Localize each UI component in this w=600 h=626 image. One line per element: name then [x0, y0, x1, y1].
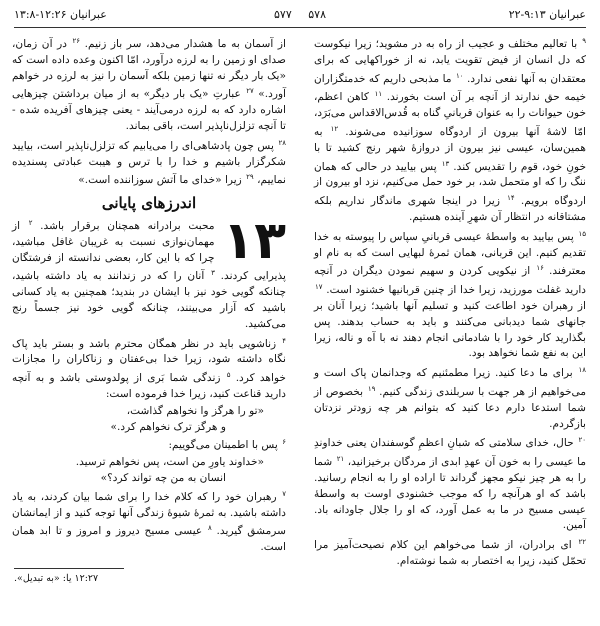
paragraph: $^{۱۵}$ پس بیایید به واسطهٔ عیسی قربانیِ سپاس را پیوسته به خدا تقدیم کنیم. این قربانی، همان ثمرهٔ لبهایی است که به نام او معترفند. $^{۱۶}$ از نیکویی کردن و سهیم نمودن دیگران در آنچه دارید غفلت مورزید، زیرا خدا از چنین قربانیها خشنود است. $^{۱۷}$ از رهبران خود اطاعت کنید و تسلیم آنها باشید؛ زیرا آنان بر جانهای شما دیدبانی می‌کنند و باید به حساب بدهند. پس بگذارید کار خود را با شادمانی انجام دهند نه با آه و ناله، زیرا این به نفع شما نخواهد بود.: [314, 229, 586, 360]
verse-number: ۱۵: [578, 229, 586, 238]
verse-number: ۱۸: [578, 366, 586, 375]
chapter-number: ۱۳: [222, 210, 286, 271]
verse-number: ۶: [282, 438, 286, 447]
paragraph: $^{۲۲}$ ای برادران، از شما می‌خواهم این کلام نصیحت‌آمیز مرا تحمّل کنید، زیرا به اختصار به شما نوشته‌ام.: [314, 538, 586, 567]
verse-number: ۷: [282, 489, 286, 498]
verse-number: ۲۱: [336, 455, 345, 464]
verse-number: ۱۲: [330, 124, 339, 133]
poem-line: «تو را هرگز وا نخواهم گذاشت،: [126, 404, 264, 417]
paragraph: محبت برادرانه همچنان برقرار باشد. $^۲$ از مهمان‌نوازی نسبت به غریبان غافل مباشید، چرا که با این کار، بعضی ندانسته از فرشتگان پذیرایی کردند. $^۳$ آنان را که در زندانند به یاد داشته باشید، چنانکه گویی خود نیز با ایشان در بندید؛ همچنین به یاد کسانی باشید که آزار می‌بینند، چنانکه گویی خود نیز جسماً رنج می‌کشید.: [12, 218, 286, 330]
verse-number: ۲: [28, 218, 33, 227]
verse-number: ۴: [282, 336, 286, 345]
paragraph: $^{۲۸}$ پس چون پادشاهی‌ای را می‌یابیم که تزلزل‌ناپذیر است، بیایید شکرگزار باشیم و خدا را با ترس و هیبت عبادتی پسندیده نماییم، $^{۲۹}$ زیرا «خدای ما آتش سوزاننده است.»: [12, 138, 286, 187]
poem-line: و هرگز ترک نخواهم کرد.»: [110, 420, 226, 433]
footnote-rule: [14, 568, 124, 569]
running-header: [14, 8, 586, 26]
paragraph: $^۹$ با تعالیم مختلف و عجیب از راه به در مشوید؛ زیرا نیکوست که دل انسان از فیض تقویت یابد، نه از خوراکهایی که برای معتقدان به آنها نفعی ندارد. $^{۱۰}$ ما مذبحی داریم که خدمتگزاران خیمه حق ندارند از آنچه بر آن است بخورند. $^{۱۱}$ کاهن اعظم، خون حیوانات را به عنوان قربانیِ گناه به قُدس‌الاقداس می‌بَرَد، امّا لاشهٔ آنها بیرون از اردوگاه سوزانیده می‌شوند. $^{۱۲}$ به همین‌سان، عیسی نیز بیرون از دروازهٔ شهر رنج کشید تا با خونِ خود، قوم را تقدیس کند. $^{۱۳}$ پس بیایید در حالی که همان ننگ را که او متحمل شد، بر خود حمل می‌کنیم، نزد او بیرون از اردوگاه برویم. $^{۱۴}$ زیرا در اینجا شهری ماندگار نداریم بلکه مشتاقانه در انتظار آن شهرِ آینده هستیم.: [314, 37, 586, 223]
verse-number: ۳: [211, 269, 215, 278]
verse-number: ۵: [226, 371, 231, 380]
verse-number: ۱۷: [315, 283, 323, 292]
verse-number: ۱۳: [441, 159, 450, 168]
verse-number: ۲۹: [246, 173, 254, 182]
left-column: [12, 34, 286, 557]
right-running-title: عبرانیان ۹:۱۳-۲۲: [508, 8, 586, 21]
verse-number: ۲۰: [578, 436, 586, 445]
verse-number: ۸: [208, 524, 212, 533]
right-column: [314, 34, 586, 571]
verse-number: ۱۹: [367, 384, 376, 393]
poem-line: «خداوند یاورِ من است، پس نخواهم ترسید.: [75, 456, 264, 469]
verse-number: ۱۶: [536, 264, 544, 273]
verse-number: ۲۶: [72, 37, 81, 45]
right-page-number: ۵۷۸: [308, 8, 326, 21]
paragraph: $^{۲۰}$ حال، خدای سلامتی که شبانِ اعظمِ گوسفندان یعنی خداوندِ ما عیسی را به خون آن عهدِ ابدی از مردگان برخیزانید، $^{۲۱}$ شما را به هر چیز نیکو مجهز گرداند تا اراده او را به انجام رسانید. باشد که او هرآنچه را که موجب خشنودی اوست به واسطهٔ عیسی مسیح در ما به عمل آورد، که او را جلال جاودانه باد. آمین.: [314, 436, 586, 532]
verse-number: ۲۷: [246, 87, 254, 96]
paragraph: $^۴$ زناشویی باید در نظر همگان محترم باشد و بستر باید پاک نگاه داشته شود، زیرا خدا بی‌عفتان و زناکاران را مجازات خواهد کرد. $^۵$ زندگی شما بَری از پولدوستی باشد و به آنچه دارید قناعت کنید، زیرا خدا فرموده است:: [12, 336, 286, 400]
footnote: ۱۲:۲۷ یا: «به تبدیل».: [14, 573, 99, 584]
verse-number: ۲۲: [578, 538, 586, 547]
paragraph: از آسمان به ما هشدار می‌دهد، سر باز زنیم. $^{۲۶}$ در آن زمان، صدای او زمین را به لرزه درآورد، امّا اکنون وعده داده است که «یک بار دیگر نه تنها زمین بلکه آسمان را نیز به لرزه در خواهم آورد.» $^{۲۷}$ عبارتِ «یک بار دیگر» به از میان برداشتن چیزهایی اشاره دارد که به لرزه درمی‌آیند - یعنی چیزهای آفریده شده - تا آنچه تزلزل‌ناپذیر است، باقی بماند.: [12, 37, 287, 132]
paragraph: $^{۱۸}$ برای ما دعا کنید. زیرا مطمئنیم که وجدانمان پاک است و می‌خواهیم از هر جهت با سربلندی زندگی کنیم. $^{۱۹}$ بخصوص از شما استدعا دارم دعا کنید که بتوانم هر چه زودتر نزدتان بازگردم.: [314, 366, 586, 430]
paragraph: $^۶$ پس با اطمینان می‌گوییم:: [168, 438, 286, 452]
left-page-number: ۵۷۷: [274, 8, 292, 21]
header-rule: [14, 27, 586, 28]
paragraph: $^۷$ رهبران خود را که کلام خدا را برای شما بیان کردند، به یاد داشته باشید. به ثمرهٔ شیوهٔ زندگی آنها توجه کنید و از ایمانشان سرمشق گیرید. $^۸$ عیسی مسیح دیروز و امروز و تا ابد همان است.: [12, 489, 286, 554]
verse-number: ۲۸: [278, 138, 286, 147]
verse-number: ۱۴: [507, 194, 515, 203]
verse-number: ۱۱: [374, 90, 383, 99]
verse-number: ۹: [582, 37, 586, 45]
section-title: اندرزهای پایانی: [101, 194, 197, 213]
poem-line: انسان به من چه تواند کرد؟»: [100, 471, 226, 484]
verse-number: ۱۰: [456, 71, 464, 80]
left-running-title: عبرانیان ۱۲:۲۶-۱۳:۸: [14, 8, 107, 21]
